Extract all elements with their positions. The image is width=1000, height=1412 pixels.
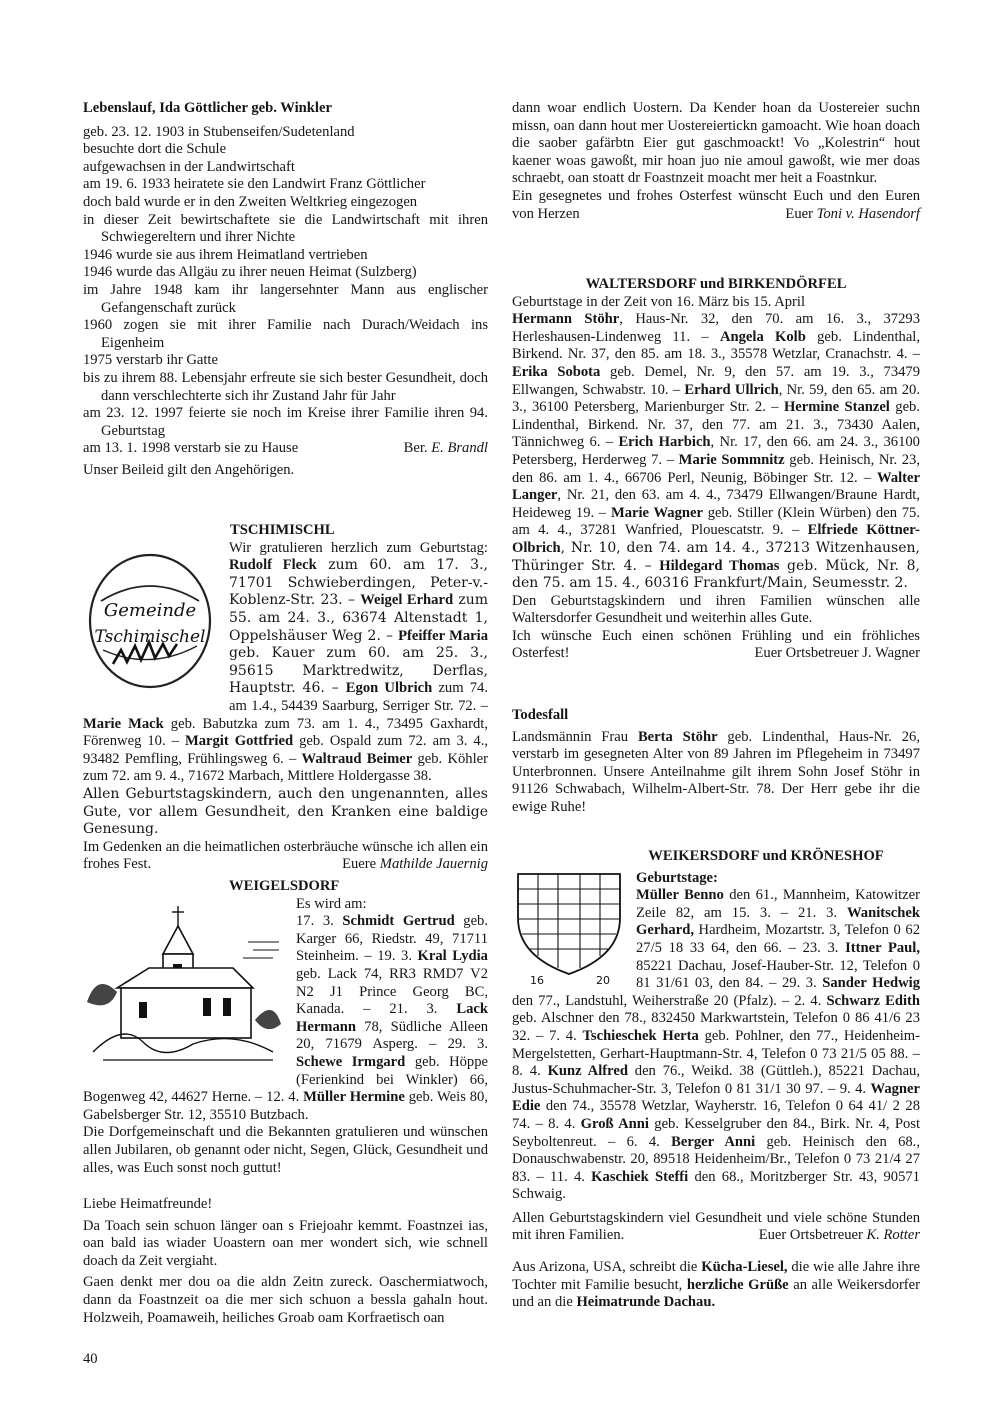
lebenslauf-body bbox=[83, 124, 488, 480]
tschimischl-easter: Im Gedenken an die heimatlichen osterbräuche wünsche ich allen ein frohes Fest. bbox=[83, 838, 488, 873]
lebenslauf-line: 1946 wurde das Allgäu zu ihrer neuen Heimat (Sulzberg) bbox=[83, 264, 417, 281]
text: Wir gratulieren herzlich zum Geburtstag: bbox=[229, 539, 488, 556]
person-name: Müller Benno bbox=[636, 887, 724, 904]
text: geb. Mück, Nr. 8, den 75. am 15. 4., 60316 Frankfurt/Main, Seumesstr. 2. bbox=[512, 557, 920, 592]
text: geb. Lindenthal, Birkend. Nr. 37, den 85. am 18. 3., 35578 Wetzlar, Cranachstr. 4. – bbox=[512, 328, 921, 363]
lebenslauf-line: in dieser Zeit bewirtschaftete sie die Landwirtschaft mit ihren Schwiegereltern und ihrer Nichte bbox=[83, 211, 488, 246]
weigelsdorf-dialect-1: Da Toach sein schuon länger oan s Friejoahr kemmt. Foastnzei ias, oan bald ias wiader Uoastern oan mer wondert sich, wie schnell doach da Zeit vergiaht. bbox=[83, 1217, 488, 1269]
text: Aus Arizona, USA, schreibt die bbox=[512, 1259, 702, 1276]
easter-greeting: Ein gesegnetes und frohes Osterfest wünscht Euch und den Euren von Herzen bbox=[512, 187, 920, 222]
text: 17. 3. bbox=[296, 913, 343, 930]
text: geb. Heinisch, Nr. 23, den 86. am 1. 4., 66706 Perl, Neunig, Böbinger Str. 12. – bbox=[512, 451, 921, 486]
lebenslauf-line: 1946 wurde sie aus ihrem Heimatland vertrieben bbox=[83, 246, 368, 263]
signature-prefix: Euere bbox=[342, 856, 380, 873]
person-name: Marie Wagner bbox=[610, 504, 703, 521]
lebenslauf-signature bbox=[404, 440, 488, 458]
tschimischl-title: TSCHIMISCHL bbox=[230, 522, 335, 538]
lebenslauf-line: geb. 23. 12. 1903 in Stubenseifen/Sudetenland bbox=[83, 123, 355, 140]
easter-dialect-continuation: dann woar endlich Uostern. Da Kender hoan da Uostereier suchn missn, oan dann hout mer Uostereiertickn gamoacht. Wie hoan doach die saober gafärbtn Eier gut gaschmoackt! Vo „Kolestrin“ hout kaener woas gawoßt, mir hoan juo nie amoul gawoßt, wie mer doas schraebt, oan stoatt dr Foastnzeit moacht mer heit a Foastnkur. bbox=[512, 100, 920, 187]
person-name: Hermine Stanzel bbox=[783, 399, 890, 416]
person-name: Elfriede Köttner-Olbrich bbox=[512, 522, 920, 556]
signature-name: K. Rotter bbox=[866, 1227, 920, 1244]
weigelsdorf-intro: Es wird am: bbox=[296, 895, 367, 912]
weigelsdorf-church-drawing bbox=[83, 902, 288, 1072]
weigelsdorf-section bbox=[83, 878, 488, 1327]
person-name: Kaschiek Steffi bbox=[591, 1168, 689, 1185]
text: 78, Südliche Alleen 20, 71679 Asperg. – 29. 3. bbox=[296, 1018, 488, 1053]
todesfall-text bbox=[512, 729, 920, 817]
highlight-text: herzliche Grüße bbox=[686, 1276, 789, 1293]
person-name: Erich Harbich bbox=[618, 434, 711, 451]
left-column bbox=[83, 100, 488, 479]
lebenslauf-line: am 23. 12. 1997 feierte sie noch im Kreise ihrer Familie ihren 94. Geburtstag bbox=[83, 405, 488, 439]
person-name: Pfeiffer Maria bbox=[398, 627, 489, 644]
text: den 68., Moritzberger Str. 43, 90571 Schwaig. bbox=[512, 1168, 920, 1203]
lebenslauf-line: 1975 verstarb ihr Gatte bbox=[83, 352, 218, 369]
weigelsdorf-dialect-2: Gaen denkt mer dou oa die aldn Zeitn zureck. Oaschermiatwoch, dann da Foastnzeit oa die mer sich schuon a bessla gahaln hout. Holzweih, Poamaweih, heiliches Groab oam Korfraetisch oan bbox=[83, 1274, 488, 1326]
text: , Haus-Nr. 32, den 70. am 16. 3., 37293 Herleshausen-Lindenweg 11. – bbox=[512, 311, 920, 345]
weikersdorf-section bbox=[512, 848, 920, 1312]
signature-name: Toni v. Hasendorf bbox=[816, 205, 920, 222]
text: geb. Kauer zum 60. am 25. 3., 95615 Marktredwitz, Derflas, Hauptstr. 46. – bbox=[229, 645, 488, 697]
person-name: Margit Gottfried bbox=[184, 733, 294, 750]
waltersdorf-intro: Geburtstage in der Zeit von 16. März bis 15. April bbox=[512, 293, 806, 310]
waltersdorf-title: WALTERSDORF und BIRKENDÖRFEL bbox=[585, 276, 847, 292]
weikersdorf-arizona-note bbox=[512, 1259, 920, 1312]
text: die wie alle Jahre ihre Tochter mit Familie besucht, bbox=[512, 1259, 920, 1293]
text: geb. Weis 80, Gabelsberger Str. 12, 35510 Butzbach. bbox=[83, 1089, 488, 1123]
person-name: Egon Ulbrich bbox=[345, 680, 433, 697]
lebenslauf-line: 1960 zogen sie mit ihrer Familie nach Durach/Weidach ins Eigenheim bbox=[83, 317, 488, 351]
stamp-border bbox=[90, 555, 210, 687]
person-name: Wanitschek Gerhard, bbox=[636, 904, 920, 939]
text: Hardheim, Mozartstr. 3, Telefon 0 62 27/5 18 33 64, den 66. – 23. 3. bbox=[636, 922, 920, 956]
person-name: Sander Hedwig bbox=[822, 975, 920, 992]
person-name: Groß Anni bbox=[580, 1115, 649, 1132]
highlight-text: Heimatrunde Dachau. bbox=[576, 1294, 716, 1311]
signature-name: Mathilde Jauernig bbox=[379, 856, 488, 873]
text: zum 55. am 24. 3., 63674 Altenstadt 1, Oppelshäuser Weg 2. – bbox=[229, 592, 488, 644]
stamp-text-line1: Gemeinde bbox=[103, 599, 197, 621]
text: den 76., Weikd. 38 (Güttleh.), 85221 Dachau, Justus-Schuhmacher-Str. 3, Telefon 0 81 31/1 30 97. – 9. 4. bbox=[512, 1063, 920, 1097]
signature-prefix: Ber. bbox=[403, 440, 432, 457]
person-name: Ittner Paul, bbox=[845, 939, 920, 956]
person-name: Wagner Edie bbox=[512, 1080, 920, 1115]
person-name: Weigel Erhard bbox=[360, 592, 454, 609]
lebenslauf-line: am 19. 6. 1933 heiratete sie den Landwirt Franz Göttlicher bbox=[83, 176, 426, 193]
text: geb. Köhler zum 72. am 9. 4., 71672 Marbach, Mittlere Holdergasse 38. bbox=[83, 750, 488, 785]
person-name: Lack Hermann bbox=[296, 1001, 488, 1035]
lebenslauf-line: aufgewachsen in der Landwirtschaft bbox=[83, 158, 295, 175]
person-name: Marie Mack bbox=[83, 715, 164, 732]
text: geb. Demel, Nr. 9, den 57. am 19. 3., 73479 Ellwangen, Schwabstr. 10. – bbox=[512, 363, 921, 398]
weigelsdorf-wishes: Die Dorfgemeinschaft und die Bekannten gratulieren und wünschen allen Jubilaren, ob genannt oder nicht, Segen, Glück, Gesundheit und alles, was Euch sonst noch guttut! bbox=[83, 1124, 488, 1176]
person-name: Schewe Irmgard bbox=[296, 1053, 406, 1070]
text: geb. Alschner den 78., 832450 Markwartstein, Telefon 0 86 41/6 23 32. – 7. 4. bbox=[512, 1010, 920, 1044]
lebenslauf-last-line bbox=[83, 440, 488, 458]
text: den 61., Mannheim, Katowitzer Zeile 82, am 15. 3. – 21. 3. bbox=[636, 887, 920, 921]
tschimischl-wishes: Allen Geburtstagskindern, auch den ungenannten, alles Gute, vor allem Gesundheit, den Kranken eine baldige Genesung. bbox=[83, 785, 488, 838]
crest-graphic bbox=[512, 868, 626, 986]
right-column-top bbox=[512, 100, 920, 223]
person-name: Kücha-Liesel, bbox=[701, 1259, 788, 1276]
stamp-arc bbox=[101, 586, 199, 601]
text: geb. Ospald zum 72. am 3. 4., 93482 Pemfling, Frühlingsweg 6. – bbox=[83, 733, 488, 767]
person-name: Waltraud Beimer bbox=[301, 750, 413, 767]
person-name: Hermann Stöhr bbox=[512, 311, 620, 328]
tschimischl-section bbox=[83, 522, 488, 874]
text: , Nr. 59, den 65. am 20. 3., 36100 Petersberg, Marienburger Str. 2. – bbox=[512, 381, 920, 416]
waltersdorf-easter: Ich wünsche Euch einen schönen Frühling und ein fröhliches Osterfest! bbox=[512, 627, 920, 662]
lebenslauf-line: doch bald wurde er in den Zweiten Weltkrieg eingezogen bbox=[83, 193, 418, 210]
person-name: Marie Sommnitz bbox=[678, 451, 785, 468]
text: geb. Höppe (Ferienkind bei Winkler) 66, Bogenweg 42, 44627 Herne. – 12. 4. bbox=[83, 1053, 488, 1106]
person-name: Berger Anni bbox=[671, 1133, 756, 1150]
text: an alle Weikersdorfer und an die bbox=[512, 1276, 920, 1311]
text: geb. Babutzka zum 73. am 1. 4., 73495 Gaxhardt, Förenweg 10. – bbox=[83, 715, 488, 750]
text: , Nr. 21, den 63. am 4. 4., 73479 Ellwangen/Braune Hardt, Heideweg 19. – bbox=[512, 487, 920, 521]
person-name: Hildegard Thomas bbox=[659, 557, 780, 574]
lebenslauf-death-line: am 13. 1. 1998 verstarb sie zu Hause bbox=[83, 440, 299, 457]
signature-name: E. Brandl bbox=[431, 440, 488, 457]
text: geb. Lindenthal, Haus-Nr. 26, verstarb im gesegneten Alter von 89 Jahren im Pflegeheim in 73497 Unterbronnen. Unsere Anteilnahme gilt ihrem Sohn Josef Stöhr in 91126 Schwabach, Wilhelm-Albert-Str. 78. Der Herr gebe ihr die ewige Ruhe! bbox=[512, 728, 920, 815]
crest-year-right: 20 bbox=[596, 973, 610, 986]
text: zum 60. am 17. 3., 71701 Schwieberdingen, Peter-v.-Koblenz-Str. 23. – bbox=[229, 557, 488, 609]
church-graphic bbox=[83, 902, 283, 1067]
todesfall-title: Todesfall bbox=[512, 707, 569, 723]
weigelsdorf-greeting: Liebe Heimatfreunde! bbox=[83, 1196, 213, 1213]
person-name: Kral Lydia bbox=[417, 948, 488, 965]
lebenslauf-line: im Jahre 1948 kam ihr langersehnter Mann aus englischer Gefangenschaft zurück bbox=[83, 281, 488, 316]
person-name: Berta Stöhr bbox=[637, 728, 718, 745]
text: geb. Kesselgruber den 84., Birk. Nr. 4, Post Seyboltenreut. – 6. 4. bbox=[512, 1115, 921, 1150]
text: den 77., Landstuhl, Weiherstraße 20 (Pfalz). – 2. 4. bbox=[512, 992, 827, 1009]
text: zum 74. am 1.4., 54439 Saarburg, Serriger Str. 72. – bbox=[229, 680, 488, 714]
waltersdorf-section bbox=[512, 276, 920, 663]
text: geb. Karger 66, Riedstr. 49, 71711 Steinheim. – 19. 3. bbox=[296, 913, 488, 965]
person-name: Schwarz Edith bbox=[826, 992, 920, 1009]
signature-prefix: Euer bbox=[785, 205, 817, 222]
lebenslauf-line: bis zu ihrem 88. Lebensjahr erfreute sie sich bester Gesundheit, doch dann verschlechterte sich ihr Zustand Jahr für Jahr bbox=[83, 369, 488, 404]
weikersdorf-wishes: Allen Geburtstagskindern viel Gesundheit und viele schöne Stunden mit ihren Familien. bbox=[512, 1209, 920, 1244]
waltersdorf-birthdays bbox=[512, 311, 920, 593]
person-name: Müller Hermine bbox=[303, 1089, 405, 1106]
text: Landsmännin Frau bbox=[512, 728, 638, 745]
text: geb. Pohlner, den 77., Heidenheim-Mergelstetten, Gerhart-Hauptmann-Str. 4, Telefon 0 73 21/5 05 88. – 8. 4. bbox=[512, 1027, 920, 1080]
page-number: 40 bbox=[83, 1351, 98, 1367]
person-name: Walter Langer bbox=[512, 469, 920, 504]
text: geb. Stiller (Klein Würben) den 75. am 4. 4., 37281 Wanfried, Plouescatstr. 9. – bbox=[512, 504, 920, 539]
person-name: Kunz Alfred bbox=[547, 1063, 628, 1080]
person-name: Rudolf Fleck bbox=[229, 557, 317, 574]
weigelsdorf-title: WEIGELSDORF bbox=[229, 878, 340, 894]
signature-prefix: Euer Ortsbetreuer bbox=[758, 1227, 867, 1244]
person-name: Tschieschek Herta bbox=[582, 1027, 699, 1044]
lebenslauf-line: besuchte dort die Schule bbox=[83, 141, 227, 158]
text: geb. Heinisch den 68., Donauschwabenstr. 20, 89518 Heidenheim/Br., Telefon 0 73 21/4 27 83. – 11. 4. bbox=[512, 1133, 920, 1185]
person-name: Erika Sobota bbox=[512, 363, 601, 380]
lebenslauf-title: Lebenslauf, Ida Göttlicher geb. Winkler bbox=[83, 100, 332, 116]
todesfall-section bbox=[512, 707, 920, 817]
person-name: Angela Kolb bbox=[719, 328, 806, 345]
text: geb. Lindenthal, Birkend. Nr. 37, den 77. am 21. 3., 73430 Aalen, Tännichweg 6. – bbox=[512, 399, 920, 451]
crest-year-left: 16 bbox=[530, 973, 544, 986]
stamp-text-line2: Tschimischel bbox=[94, 626, 206, 647]
text: geb. Lack 74, RR3 RMD7 V2 N2 J1 Prince Georg BC, Kanada. – 21. 3. bbox=[296, 965, 488, 1018]
weikersdorf-subtitle: Geburtstage: bbox=[636, 869, 718, 886]
lebenslauf-closing: Unser Beileid gilt den Angehörigen. bbox=[83, 461, 295, 478]
text: 85221 Dachau, Josef-Hauber-Str. 12, Telefon 0 81 31/61 03, den 84. – 29. 3. bbox=[636, 957, 920, 992]
text: den 74., 35578 Wetzlar, Wayherstr. 16, Telefon 0 64 41/ 2 28 74. – 8. 4. bbox=[512, 1098, 920, 1132]
person-name: Erhard Ullrich bbox=[684, 381, 779, 398]
weikersdorf-title: WEIKERSDORF und KRÖNESHOF bbox=[648, 848, 884, 864]
text: , Nr. 17, den 66. am 24. 3., 36100 Petersberg, Herderweg 7. – bbox=[512, 434, 920, 468]
text: , Nr. 10, den 74. am 14. 4., 37213 Witzenhausen, Thüringer Str. 4. – bbox=[512, 539, 920, 574]
weikersdorf-crest bbox=[512, 868, 630, 988]
waltersdorf-wishes: Den Geburtstagskindern und ihren Familien wünschen alle Waltersdorfer Gesundheit und weiterhin alles Gute. bbox=[512, 592, 920, 627]
waltersdorf-signature: Euer Ortsbetreuer J. Wagner bbox=[754, 645, 920, 662]
person-name: Schmidt Gertrud bbox=[342, 913, 455, 930]
stamp-graphic bbox=[83, 546, 217, 696]
tschimischl-stamp bbox=[83, 546, 221, 704]
